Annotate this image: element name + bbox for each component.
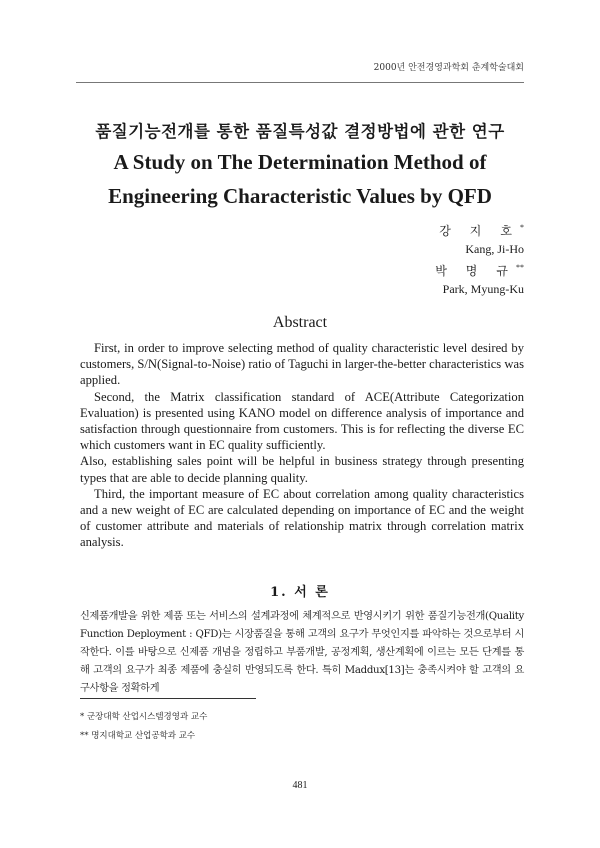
abstract-heading: Abstract — [272, 314, 328, 331]
header-rule — [76, 82, 524, 83]
korean-title: 품질기능전개를 통한 품질특성값 결정방법에 관한 연구 — [95, 122, 505, 141]
author-1-korean: 강 지 호* — [439, 223, 524, 238]
abstract-body — [80, 340, 524, 551]
page-number: 481 — [292, 780, 308, 791]
abstract-paragraph-2: Second, the Matrix classification standard of ACE(Attribute Categorization Evaluation) is presented using KANO model on difference analysis of importance and satisfaction through questionnaire from customers. This is for reflecting the diverse EC which customers want in EC quality sufficiently. — [80, 389, 524, 453]
abstract-paragraph-1: First, in order to improve selecting method of quality characteristic level desired by customers, S/N(Signal-to-Noise) ratio of Taguchi in larger-the-better characteristics was applied. — [80, 341, 524, 388]
introduction-paragraph: 신제품개발을 위한 제품 또는 서비스의 설계과정에 체계적으로 반영시키기 위한 품질기능전개(Quality Function Deployment : QFD)는 시장품질을 통해 고객의 요구가 무엇인지를 파악하는 것으로부터 시작한다. 이를 바탕으로 신제품 개념을 정립하고 부품개발, 공정계획, 생산계획에 이르는 모든 단계를 통해 고객의 요구가 최종 제품에 충실히 반영되도록 한다. 특히 Maddux[13]는 충족시켜야 할 고객의 요구사항을 정확하게 — [80, 611, 524, 694]
author-2-korean: 박 명 규** — [435, 263, 524, 278]
english-title-line2: Engineering Characteristic Values by QFD — [108, 184, 492, 208]
english-title-line1: A Study on The Determination Method of — [113, 150, 487, 174]
section-heading-introduction: 1. 서 론 — [270, 585, 330, 600]
author-1-english: Kang, Ji-Ho — [465, 242, 524, 256]
abstract-paragraph-4: Third, the important measure of EC about correlation among quality characteristics and a new weight of EC are calculated depending on importance of EC and the weight of customer attribute and materials of relationship matrix through correlation matrix analysis. — [80, 486, 524, 550]
abstract-paragraph-3: Also, establishing sales point will be helpful in business strategy through presenting types that are able to decide planning quality. — [80, 454, 524, 485]
footnote-2: ** 명지대학교 산업공학과 교수 — [80, 731, 196, 741]
footnote-rule — [80, 698, 256, 699]
footnote-1: * 군장대학 산업시스템경영과 교수 — [80, 712, 208, 722]
introduction-body — [80, 608, 524, 698]
conference-header: 2000년 안전경영과학회 춘계학술대회 — [373, 63, 524, 73]
author-2-english: Park, Myung-Ku — [442, 282, 524, 296]
author-1-mark: * — [520, 223, 524, 232]
author-2-mark: ** — [516, 263, 524, 272]
